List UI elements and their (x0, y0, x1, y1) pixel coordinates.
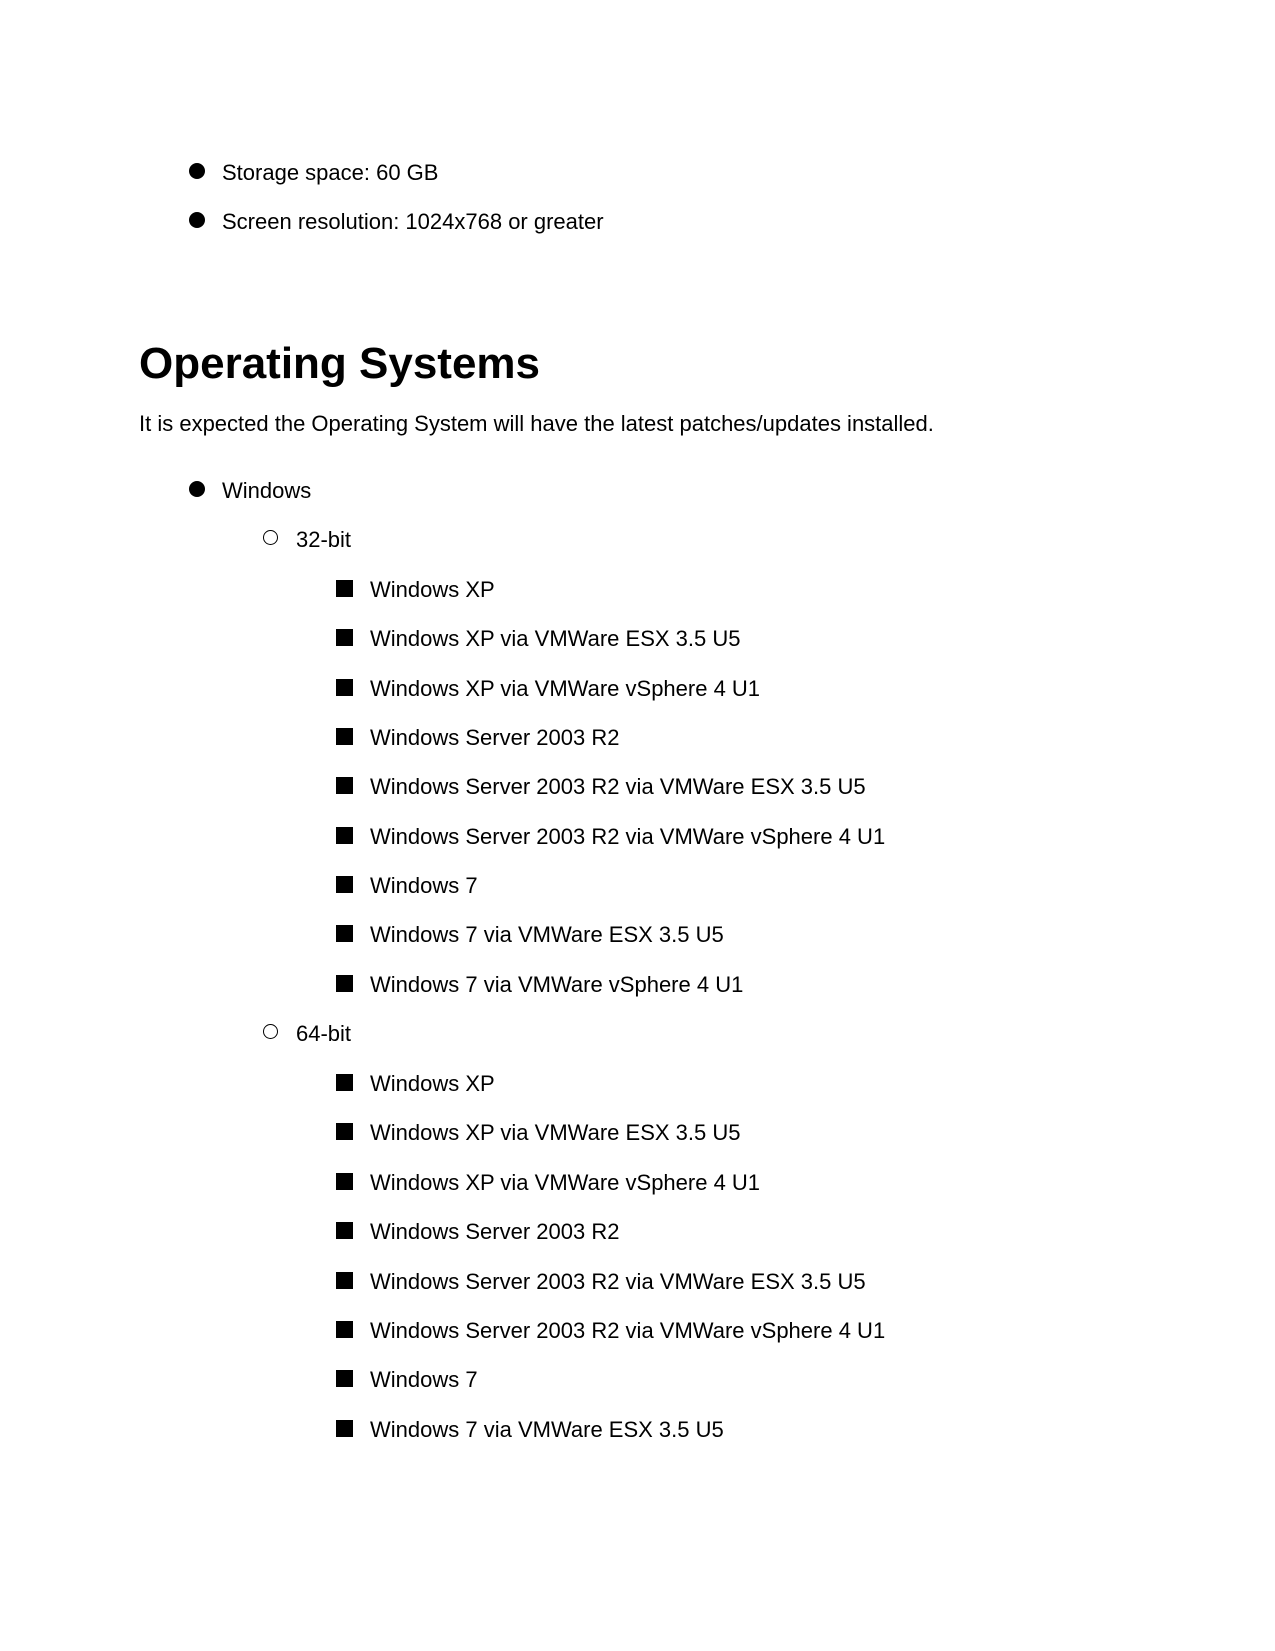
list-item: Windows 7 via VMWare vSphere 4 U1 (370, 972, 744, 997)
disc-bullet-icon (189, 163, 205, 179)
square-bullet-icon (336, 777, 353, 794)
square-bullet-icon (336, 1123, 353, 1140)
list-item-windows: Windows (222, 478, 312, 503)
list-item: Windows 7 via VMWare ESX 3.5 U5 (370, 1417, 724, 1442)
square-bullet-icon (336, 1321, 353, 1338)
disc-bullet-icon (189, 212, 205, 228)
square-bullet-icon (336, 876, 353, 893)
square-bullet-icon (336, 629, 353, 646)
list-item: Windows Server 2003 R2 (370, 1219, 620, 1244)
square-bullet-icon (336, 1420, 353, 1437)
square-bullet-icon (336, 925, 353, 942)
list-item: Storage space: 60 GB (222, 160, 439, 185)
list-item: Windows Server 2003 R2 via VMWare ESX 3.5 U5 (370, 774, 866, 799)
square-bullet-icon (336, 1272, 353, 1289)
square-bullet-icon (336, 827, 353, 844)
list-item: Windows XP via VMWare vSphere 4 U1 (370, 1170, 761, 1195)
square-bullet-icon (336, 1074, 353, 1091)
square-bullet-icon (336, 1370, 353, 1387)
list-item: Windows 7 (370, 1367, 478, 1392)
list-item: Windows Server 2003 R2 via VMWare vSphere 4 U1 (370, 1318, 886, 1343)
square-bullet-icon (336, 580, 353, 597)
list-item: Windows XP via VMWare ESX 3.5 U5 (370, 626, 741, 651)
disc-bullet-icon (189, 481, 205, 497)
square-bullet-icon (336, 728, 353, 745)
list-item-64bit: 64-bit (296, 1021, 352, 1046)
square-bullet-icon (336, 975, 353, 992)
list-item: Windows 7 via VMWare ESX 3.5 U5 (370, 922, 724, 947)
list-item: Windows Server 2003 R2 via VMWare vSphere 4 U1 (370, 824, 886, 849)
square-bullet-icon (336, 679, 353, 696)
list-item: Windows XP (370, 577, 495, 602)
list-item: Windows Server 2003 R2 (370, 725, 620, 750)
list-item: Windows 7 (370, 873, 478, 898)
circle-bullet-icon (263, 1024, 278, 1039)
square-bullet-icon (336, 1173, 353, 1190)
list-item: Screen resolution: 1024x768 or greater (222, 209, 604, 234)
list-item-32bit: 32-bit (296, 527, 352, 552)
circle-bullet-icon (263, 530, 278, 545)
section-intro: It is expected the Operating System will have the latest patches/updates installed. (139, 411, 934, 436)
square-bullet-icon (336, 1222, 353, 1239)
list-item: Windows XP via VMWare vSphere 4 U1 (370, 676, 761, 701)
list-item: Windows XP (370, 1071, 495, 1096)
section-heading: Operating Systems (139, 339, 541, 388)
list-item: Windows XP via VMWare ESX 3.5 U5 (370, 1120, 741, 1145)
list-item: Windows Server 2003 R2 via VMWare ESX 3.5 U5 (370, 1269, 866, 1294)
